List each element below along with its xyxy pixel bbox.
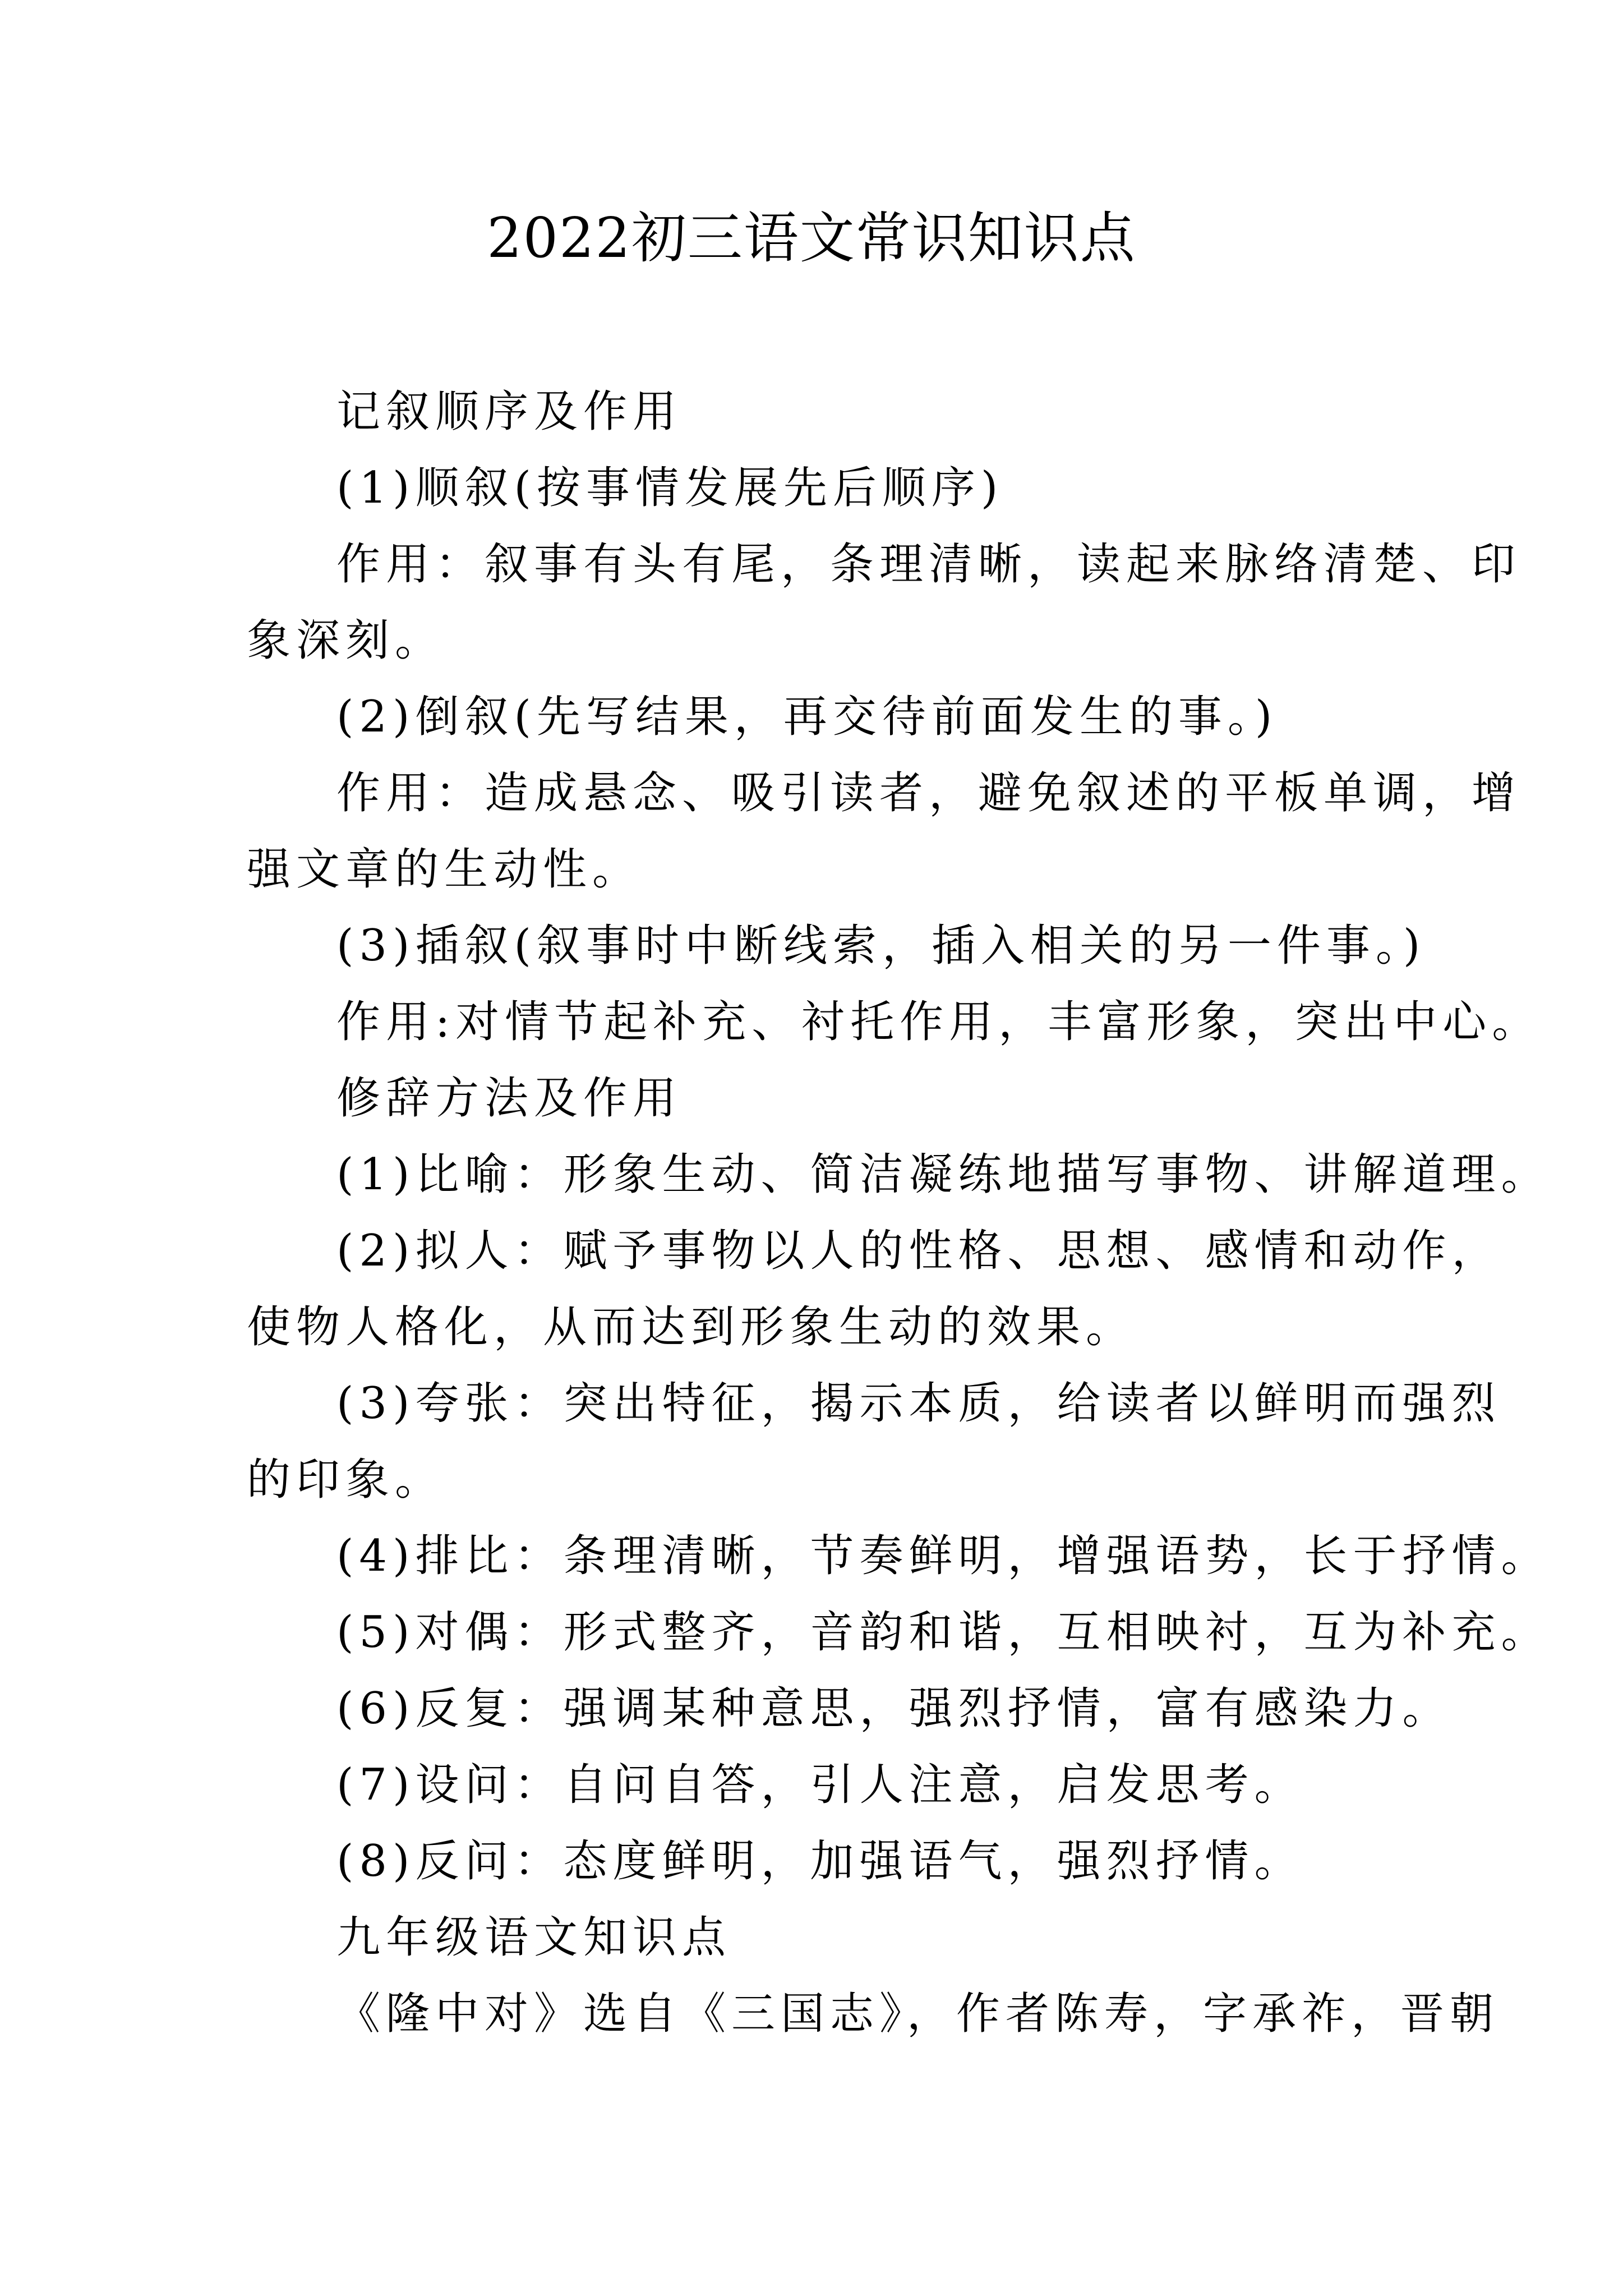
- paragraph-line: 记叙顺序及作用: [336, 386, 683, 437]
- paragraph-line: (8)反问：态度鲜明，加强语气，强烈抒情。: [336, 1836, 1304, 1887]
- paragraph-line: (5)对偶：形式整齐，音韵和谐，互相映衬，互为补充。: [336, 1607, 1551, 1658]
- section-heading: 九年级语文知识点: [336, 1912, 732, 1963]
- paragraph-line: (2)倒叙(先写结果，再交待前面发生的事。): [336, 692, 1278, 742]
- paragraph-line: 的印象。: [247, 1455, 445, 1505]
- paragraph-line: 作用：叙事有头有尾，条理清晰，读起来脉络清楚、印: [336, 539, 1521, 590]
- paragraph-line: 作用:对情节起补充、衬托作用，丰富形象，突出中心。: [336, 997, 1542, 1047]
- paragraph-line: 作用：造成悬念、吸引读者，避免叙述的平板单调，增: [336, 768, 1521, 818]
- paragraph-line: (7)设问：自问自答，引人注意，启发思考。: [336, 1760, 1304, 1810]
- document-body: [247, 374, 1551, 2052]
- paragraph-line: (1)顺叙(按事情发展先后顺序): [336, 463, 1004, 513]
- document-title: 2022初三语文常识知识点: [487, 206, 1136, 270]
- paragraph-line: 使物人格化，从而达到形象生动的效果。: [247, 1302, 1136, 1352]
- paragraph-line: (3)插叙(叙事时中断线索，插入相关的另一件事。): [336, 921, 1426, 971]
- paragraph-line: (1)比喻：形象生动、简洁凝练地描写事物、讲解道理。: [336, 1149, 1551, 1200]
- paragraph-line: (3)夸张：突出特征，揭示本质，给读者以鲜明而强烈: [336, 1378, 1501, 1429]
- paragraph-line: 《隆中对》选自《三国志》，作者陈寿，字承祚，晋朝: [336, 1989, 1500, 2039]
- paragraph-line: (2)拟人：赋予事物以人的性格、思想、感情和动作，: [336, 1226, 1501, 1276]
- section-heading: 修辞方法及作用: [336, 1073, 683, 1124]
- paragraph-line: (6)反复：强调某种意思，强烈抒情，富有感染力。: [336, 1683, 1452, 1734]
- paragraph-line: 强文章的生动性。: [247, 844, 642, 895]
- paragraph-line: (4)排比：条理清晰，节奏鲜明，增强语势，长于抒情。: [336, 1531, 1551, 1581]
- paragraph-line: 象深刻。: [247, 615, 445, 666]
